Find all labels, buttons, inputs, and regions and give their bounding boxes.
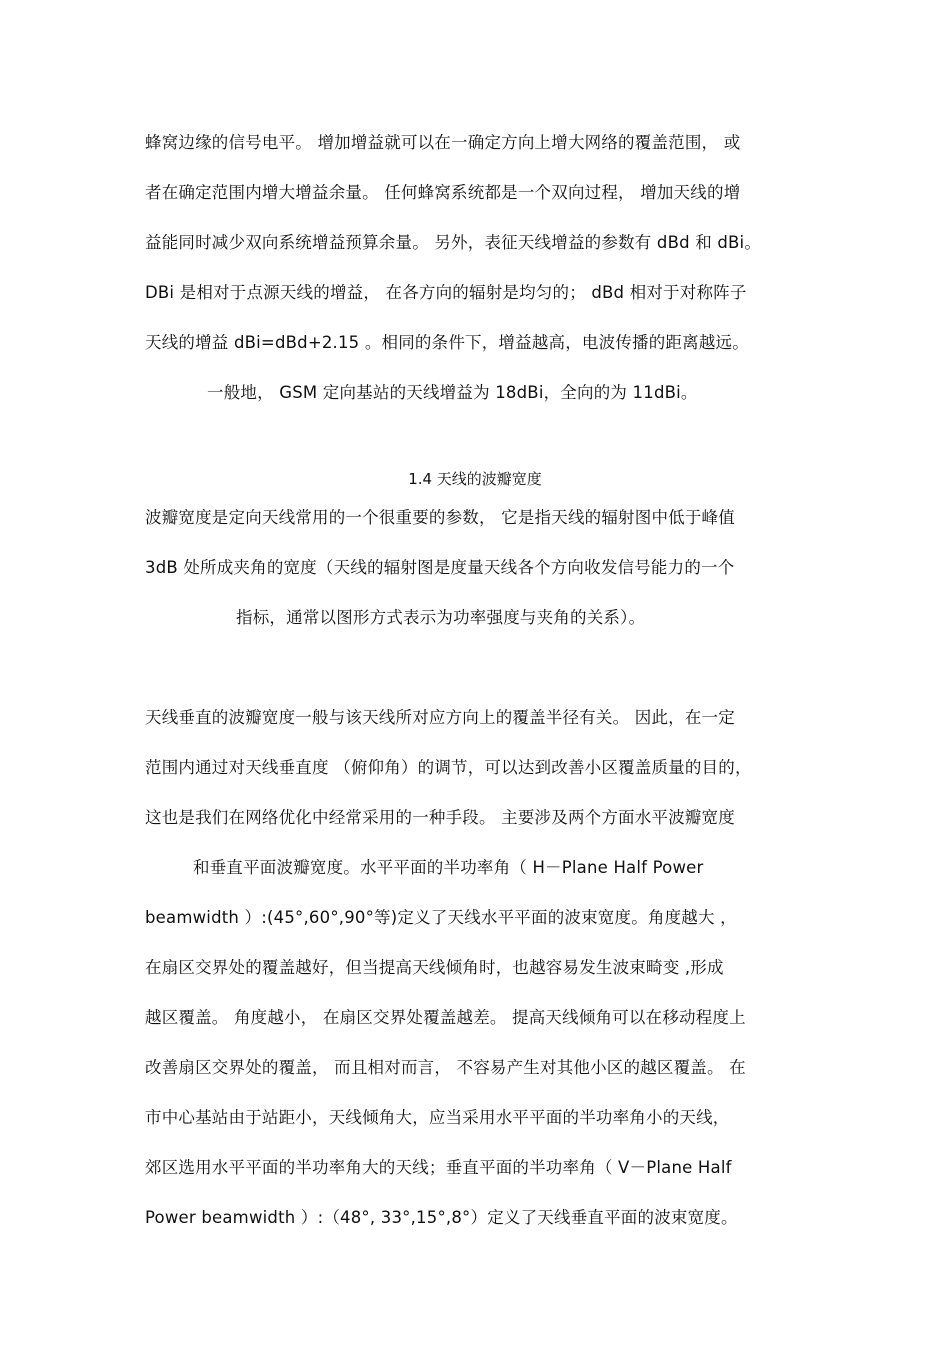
text-line: 范围内通过对天线垂直度 （俯仰角）的调节，可以达到改善小区覆盖质量的目的，	[145, 758, 752, 777]
text-line: 指标，通常以图形方式表示为功率强度与夹角的关系）。	[236, 608, 646, 627]
text-line: 郊区选用水平平面的半功率角大的天线；垂直平面的半功率角（ V－Plane Half	[145, 1158, 732, 1177]
text-line: 这也是我们在网络优化中经常采用的一种手段。 主要涉及两个方面水平波瓣宽度	[145, 808, 735, 827]
text-line: 市中心基站由于站距小，天线倾角大，应当采用水平平面的半功率角小的天线，	[145, 1108, 730, 1127]
text-line: Power beamwidth ）:（48°, 33°,15°,8°）定义了天线垂直平面的波束宽度。	[145, 1208, 738, 1227]
text-line: 蜂窝边缘的信号电平。 增加增益就可以在一确定方向上增大网络的覆盖范围， 或	[145, 133, 741, 152]
text-line: 改善扇区交界处的覆盖， 而且相对而言， 不容易产生对其他小区的越区覆盖。 在	[145, 1058, 746, 1077]
text-line: 在扇区交界处的覆盖越好，但当提高天线倾角时，也越容易发生波束畸变 ,形成	[145, 958, 724, 977]
text-line: 3dB 处所成夹角的宽度（天线的辐射图是度量天线各个方向收发信号能力的一个	[145, 558, 735, 577]
text-line: 天线垂直的波瓣宽度一般与该天线所对应方向上的覆盖半径有关。 因此，在一定	[145, 708, 735, 727]
text-line: 波瓣宽度是定向天线常用的一个很重要的参数， 它是指天线的辐射图中低于峰值	[145, 508, 735, 527]
text-line: 者在确定范围内增大增益余量。 任何蜂窝系统都是一个双向过程， 增加天线的增	[145, 183, 741, 202]
text-line: DBi 是相对于点源天线的增益， 在各方向的辐射是均匀的； dBd 相对于对称阵子	[145, 283, 747, 302]
text-line: 一般地， GSM 定向基站的天线增益为 18dBi，全向的为 11dBi。	[207, 383, 698, 402]
text-line: 和垂直平面波瓣宽度。水平平面的半功率角（ H－Plane Half Power	[193, 858, 704, 877]
text-line: 越区覆盖。 角度越小， 在扇区交界处覆盖越差。 提高天线倾角可以在移动程度上	[145, 1008, 746, 1027]
text-line: 天线的增益 dBi=dBd+2.15 。相同的条件下，增益越高，电波传播的距离越远。	[145, 333, 749, 352]
text-line: beamwidth ）:(45°,60°,90°等)定义了天线水平平面的波束宽度。角度越大 ，	[145, 908, 737, 927]
text-line: 益能同时减少双向系统增益预算余量。 另外，表征天线增益的参数有 dBd 和 dBi。	[145, 233, 762, 252]
section-heading: 1.4 天线的波瓣宽度	[408, 470, 542, 488]
